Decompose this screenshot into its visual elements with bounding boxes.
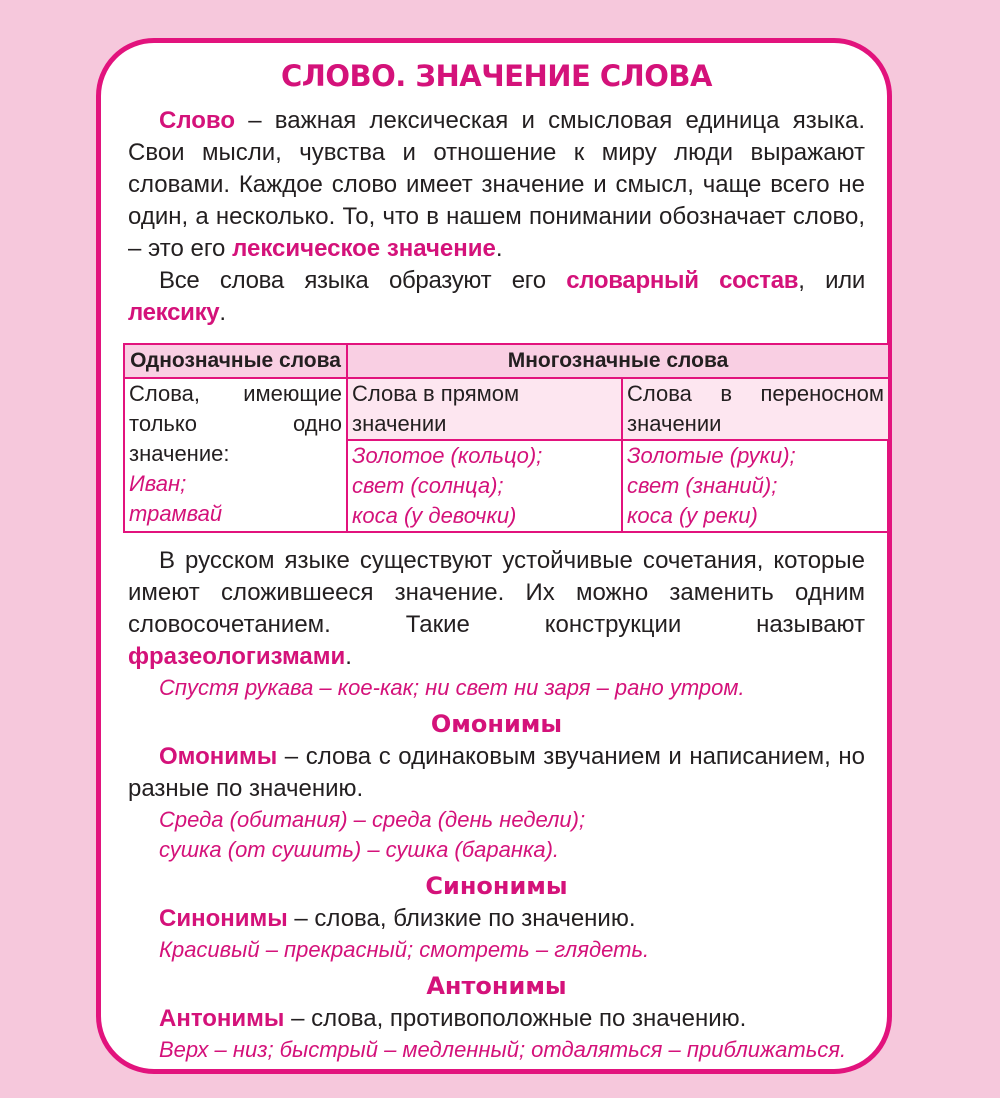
phraseology-text-end: . (345, 643, 352, 670)
homonyms-definition-text: – слова с одинаковым звучанием и написанием, но разные по значению. (128, 743, 865, 802)
antonyms-definition (128, 1003, 865, 1035)
single-example: Иван; (129, 471, 187, 496)
single-meaning-cell (124, 378, 347, 532)
card-content (128, 43, 885, 1065)
homonyms-example: сушка (от сушить) – сушка (баранка). (159, 837, 560, 862)
term-antonyms: Антонимы (159, 1005, 285, 1032)
subheader-figurative: Слова в переносном значении (622, 378, 889, 440)
antonyms-definition-text: – слова, противоположные по значению. (284, 1005, 747, 1032)
phraseology-text: В русском языке существуют устойчивые сочетания, которые имеют сложившееся значение. Их можно заменить одним словосочетанием. Такие конструкции называют (128, 547, 865, 638)
subheader-direct: Слова в прямом значении (347, 378, 622, 440)
intro-text-end: . (495, 235, 503, 262)
intro-text: – важная лексическая и смысловая единица языка. Свои мысли, чувства и отношение к миру люди выражают словами. Каждое слово имеет значение и смысл, чаще всего не один, а несколько. То, что в нашем понимании обозначает слово, – это его (128, 107, 865, 262)
info-card (96, 38, 892, 1074)
figurative-example: свет (знаний); (627, 473, 778, 498)
direct-example: свет (солнца); (352, 473, 504, 498)
single-meaning-text: Слова, имеющие только одно значение: (129, 381, 342, 466)
homonyms-definition (128, 741, 865, 805)
homonyms-example: Среда (обитания) – среда (день недели); (159, 807, 586, 832)
synonyms-definition-text: – слова, близкие по значению. (287, 905, 636, 932)
header-multi-meaning: Многозначные слова (347, 344, 889, 378)
direct-examples-cell (347, 440, 622, 532)
term-synonyms: Синонимы (159, 905, 288, 932)
term-lexicon: лексику (128, 299, 220, 326)
phraseology-example: Спустя рукава – кое-как; ни свет ни заря – рано утром. (159, 675, 745, 700)
synonyms-definition (128, 903, 865, 935)
vocab-paragraph (128, 265, 865, 329)
intro-paragraph (128, 105, 865, 265)
vocab-text-3: . (219, 299, 226, 326)
term-word: Слово (159, 107, 236, 134)
word-meaning-table (123, 343, 890, 533)
figurative-examples-cell (622, 440, 889, 532)
figurative-example: коса (у реки) (627, 503, 758, 528)
term-vocabulary: словарный состав (566, 267, 799, 294)
direct-example: Золотое (кольцо); (352, 443, 543, 468)
term-phraseologism: фразеологизмами (128, 643, 346, 670)
table-header-row (124, 344, 889, 378)
figurative-example: Золотые (руки); (627, 443, 796, 468)
antonyms-heading: Антонимы (426, 972, 567, 1000)
single-example: трамвай (129, 501, 223, 526)
vocab-text-1: Все слова языка образуют его (159, 267, 567, 294)
direct-example: коса (у девочки) (352, 503, 517, 528)
vocab-text-2: , или (798, 267, 865, 294)
antonyms-example: Верх – низ; быстрый – медленный; отдаляться – приближаться. (159, 1037, 847, 1062)
term-homonyms: Омонимы (159, 743, 278, 770)
page-title: СЛОВО. ЗНАЧЕНИЕ СЛОВА (281, 59, 712, 93)
term-lexical-meaning: лексическое значение (232, 235, 496, 262)
synonyms-heading: Синонимы (425, 872, 568, 900)
table-subheader-row (124, 378, 889, 440)
header-single-meaning: Однозначные слова (124, 344, 347, 378)
synonyms-example: Красивый – прекрасный; смотреть – глядеть. (159, 937, 650, 962)
phraseology-paragraph (128, 545, 865, 673)
homonyms-heading: Омонимы (430, 710, 563, 738)
